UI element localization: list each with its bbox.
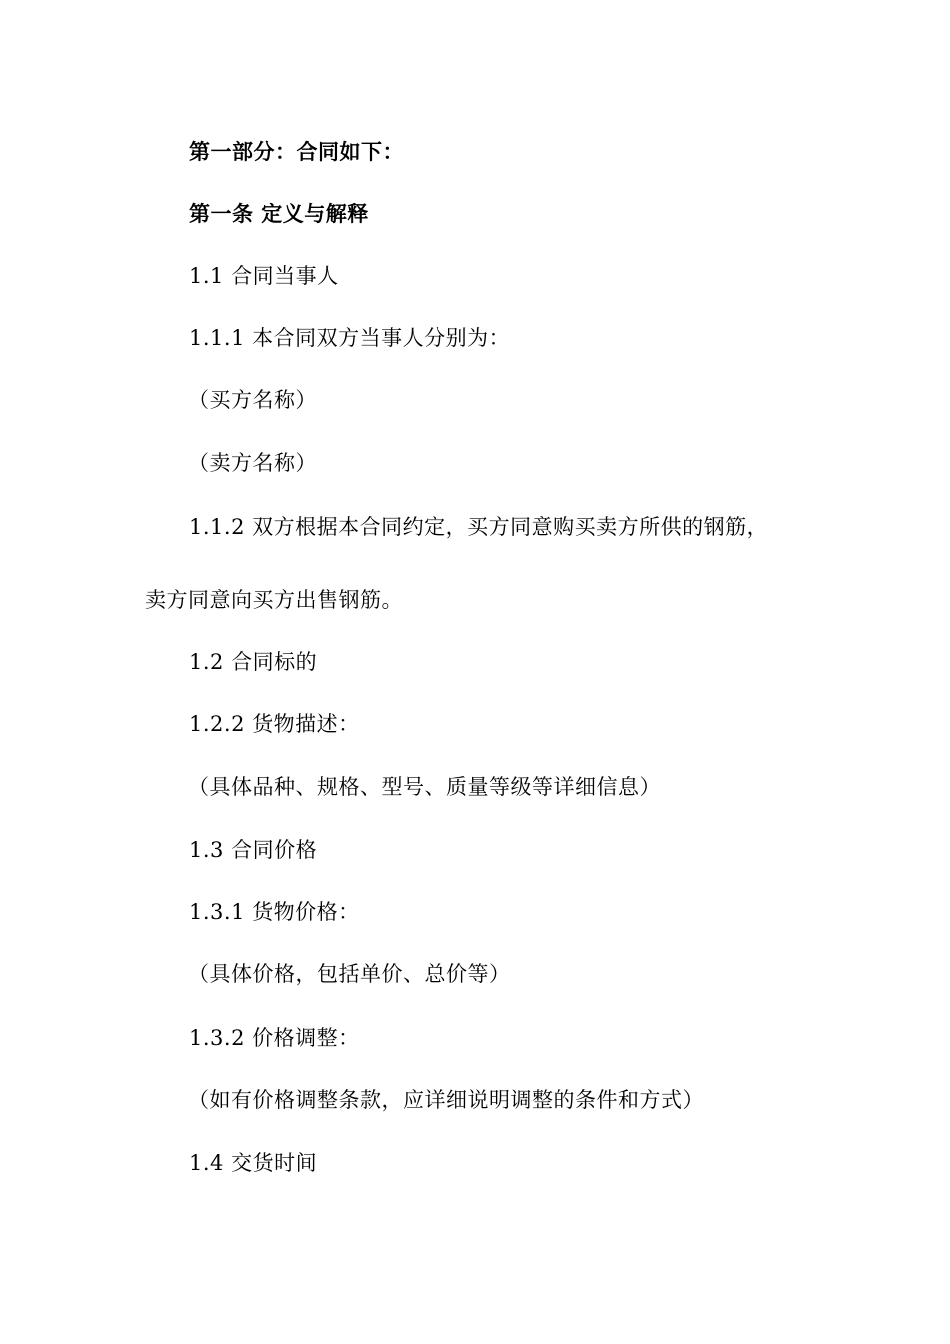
section-1-1-2-line1: 1.1.2 双方根据本合同约定，买方同意购买卖方所供的钢筋， <box>189 515 769 539</box>
goods-description-placeholder: （具体品种、规格、型号、质量等级等详细信息） <box>188 775 661 799</box>
section-1-2: 1.2 合同标的 <box>189 650 318 674</box>
seller-name-placeholder: （卖方名称） <box>188 451 317 475</box>
buyer-name-placeholder: （买方名称） <box>188 388 317 412</box>
section-1-2-2: 1.2.2 货物描述： <box>189 712 360 736</box>
section-1-4: 1.4 交货时间 <box>189 1151 318 1175</box>
part-heading: 第一部分：合同如下： <box>189 140 404 164</box>
price-description-placeholder: （具体价格，包括单价、总价等） <box>188 962 511 986</box>
section-1-1: 1.1 合同当事人 <box>189 264 339 288</box>
section-1-1-1: 1.1.1 本合同双方当事人分别为： <box>189 326 511 350</box>
section-1-3-2: 1.3.2 价格调整： <box>189 1026 360 1050</box>
article-heading: 第一条 定义与解释 <box>189 202 369 226</box>
price-adjustment-placeholder: （如有价格调整条款，应详细说明调整的条件和方式） <box>188 1088 704 1112</box>
section-1-3-1: 1.3.1 货物价格： <box>189 900 360 924</box>
section-1-1-2-line2: 卖方同意向买方出售钢筋。 <box>145 588 403 612</box>
section-1-3: 1.3 合同价格 <box>189 838 318 862</box>
